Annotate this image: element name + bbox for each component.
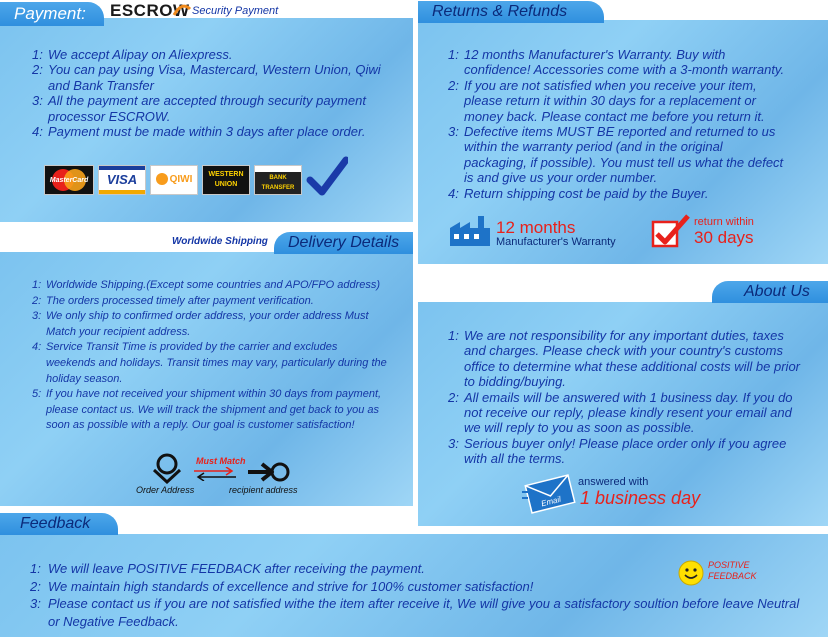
item-text: We will leave POSITIVE FEEDBACK after receiving the payment. xyxy=(48,561,425,576)
item-number: 2: xyxy=(32,294,42,307)
factory-icon xyxy=(448,214,492,248)
address-pin-icon xyxy=(150,452,184,484)
item-number: 3: xyxy=(448,124,459,140)
item-text: All emails will be answered with 1 business day. If you do not receive our reply, please kindly resent your email and we will reply to you as soon as possible. xyxy=(464,389,793,436)
item-number: 1: xyxy=(448,328,459,343)
delivery-title: Delivery Details xyxy=(274,232,413,254)
item-text: We maintain high standards of excellence and strive for 100% customer satisfaction! xyxy=(48,578,534,594)
item-text: If you have not received your shipment within 30 days from payment, please contact us. We will track the shipment and get back to you as soon as possible with a reply. Our goal is customer satisfaction! xyxy=(46,388,382,432)
must-match-label: Must Match xyxy=(196,456,246,466)
email-label: Email xyxy=(540,494,562,509)
return-within-label: return within xyxy=(694,216,754,228)
western-union-text: WESTERN UNION xyxy=(208,171,244,188)
item-text: All the payment are accepted through security payment processor ESCROW. xyxy=(48,93,366,124)
item-number: 1: xyxy=(32,279,42,291)
badge-line-2: FEEDBACK xyxy=(708,571,757,581)
item-number: 3: xyxy=(32,310,42,323)
item-number: 1: xyxy=(32,47,43,62)
list-item xyxy=(448,390,808,436)
item-text: You can pay using Visa, Mastercard, Western Union, Qiwi and Bank Transfer xyxy=(48,62,381,93)
list-item xyxy=(30,595,800,630)
list-item xyxy=(32,278,387,294)
item-number: 2: xyxy=(448,77,459,93)
list-item xyxy=(448,124,788,186)
item-text: The orders processed timely after payment verification. xyxy=(46,294,314,307)
badge-line-1: POSITIVE xyxy=(708,560,750,570)
item-number: 4: xyxy=(448,185,459,201)
answered-with-label: answered with xyxy=(578,476,649,488)
escrow-logo-text: ESCROW xyxy=(110,1,190,20)
item-text: We are not responsibility for any important duties, taxes and charges. Please check with your country's customs office to determine what these additional costs will be prior to bidding/buying. xyxy=(464,328,801,390)
visa-text: VISA xyxy=(106,172,138,187)
qiwi-icon xyxy=(156,173,168,185)
item-number: 2: xyxy=(32,62,43,78)
item-text: Please contact us if you are not satisfied withe the item after receive it, We will give you a satisfactory soultion before leave Neutral or Negative Feedback. xyxy=(48,596,800,629)
item-text: 12 months Manufacturer's Warranty. Buy with confidence! Accessories come with a 3-month warranty. xyxy=(464,47,785,78)
item-text: We only ship to confirmed order address, your order address Must Match your recipient address. xyxy=(46,310,369,338)
checkmark-icon xyxy=(306,156,348,198)
order-address-label: Order Address xyxy=(136,485,195,495)
smiley-icon xyxy=(678,560,704,586)
list-item xyxy=(448,78,788,124)
qiwi-text: QIWI xyxy=(169,174,193,185)
bank-transfer-text: BANK TRANSFER xyxy=(255,172,301,194)
item-text: Payment must be made within 3 days after place order. xyxy=(48,124,366,140)
item-number: 5: xyxy=(32,388,42,401)
list-item xyxy=(32,62,382,93)
item-number: 2: xyxy=(30,578,41,594)
returns-list xyxy=(448,47,788,201)
item-text: Defective items MUST BE reported and returned to us within the warranty period (and in the original packaging, if possible). You must tell us what the defect is and give us your order number. xyxy=(464,124,784,186)
feedback-title: Feedback xyxy=(0,513,118,535)
escrow-logo xyxy=(110,1,190,21)
item-text: Return shipping cost be paid by the Buyer. xyxy=(464,185,709,201)
delivery-tagline: Worldwide Shipping xyxy=(172,236,268,247)
mastercard-text: MasterCard xyxy=(49,177,89,184)
positive-feedback-badge xyxy=(708,560,757,582)
item-text: If you are not satisfied when you receive your item, please return it within 30 days for a replacement or money back. Please contact me before you return it. xyxy=(464,77,765,124)
qiwi-logo xyxy=(150,165,198,195)
list-item xyxy=(448,47,788,78)
item-text: We accept Alipay on Aliexpress. xyxy=(48,47,233,62)
delivery-list xyxy=(32,278,387,434)
item-text: Serious buyer only! Please place order only if you agree with all the terms. xyxy=(464,435,787,467)
list-item xyxy=(448,436,808,467)
returns-title: Returns & Refunds xyxy=(418,1,604,23)
item-text: Worldwide Shipping.(Except some countries and APO/FPO address) xyxy=(46,279,381,291)
about-list xyxy=(448,328,808,467)
item-number: 3: xyxy=(30,596,41,611)
return-days: 30 days xyxy=(694,228,754,247)
business-day-label: 1 business day xyxy=(580,488,701,508)
payment-title: Payment: xyxy=(0,2,104,26)
list-item xyxy=(32,309,387,340)
recipient-address-label: recipient address xyxy=(229,485,298,495)
payment-list xyxy=(32,47,382,139)
list-item xyxy=(448,328,808,390)
list-item xyxy=(32,124,382,139)
escrow-tagline: Security Payment xyxy=(192,5,279,17)
list-item xyxy=(448,186,788,201)
item-number: 3: xyxy=(32,93,43,109)
recipient-arrow-icon xyxy=(244,458,290,486)
item-number: 4: xyxy=(32,341,42,354)
item-number: 1: xyxy=(448,47,459,62)
list-item xyxy=(32,387,387,434)
mastercard-logo xyxy=(44,165,94,195)
item-number: 2: xyxy=(448,389,459,405)
visa-logo xyxy=(98,165,146,195)
item-text: Service Transit Time is provided by the carrier and excludes weekends and holidays. Transit times may vary, particularly during the holiday season. xyxy=(46,341,387,385)
list-item xyxy=(32,340,387,387)
match-arrows-icon xyxy=(192,467,238,481)
item-number: 3: xyxy=(448,435,459,451)
western-union-logo xyxy=(202,165,250,195)
bank-transfer-logo xyxy=(254,165,302,195)
list-item xyxy=(32,47,382,62)
checkbox-icon xyxy=(650,214,692,250)
item-number: 1: xyxy=(30,561,41,576)
escrow-swoosh-icon xyxy=(172,3,192,17)
list-item xyxy=(32,93,382,124)
about-title: About Us xyxy=(712,281,828,303)
list-item xyxy=(32,294,387,310)
email-icon xyxy=(522,474,578,514)
item-number: 4: xyxy=(32,124,43,140)
warranty-label: Manufacturer's Warranty xyxy=(496,236,616,248)
warranty-months: 12 months xyxy=(496,218,576,237)
